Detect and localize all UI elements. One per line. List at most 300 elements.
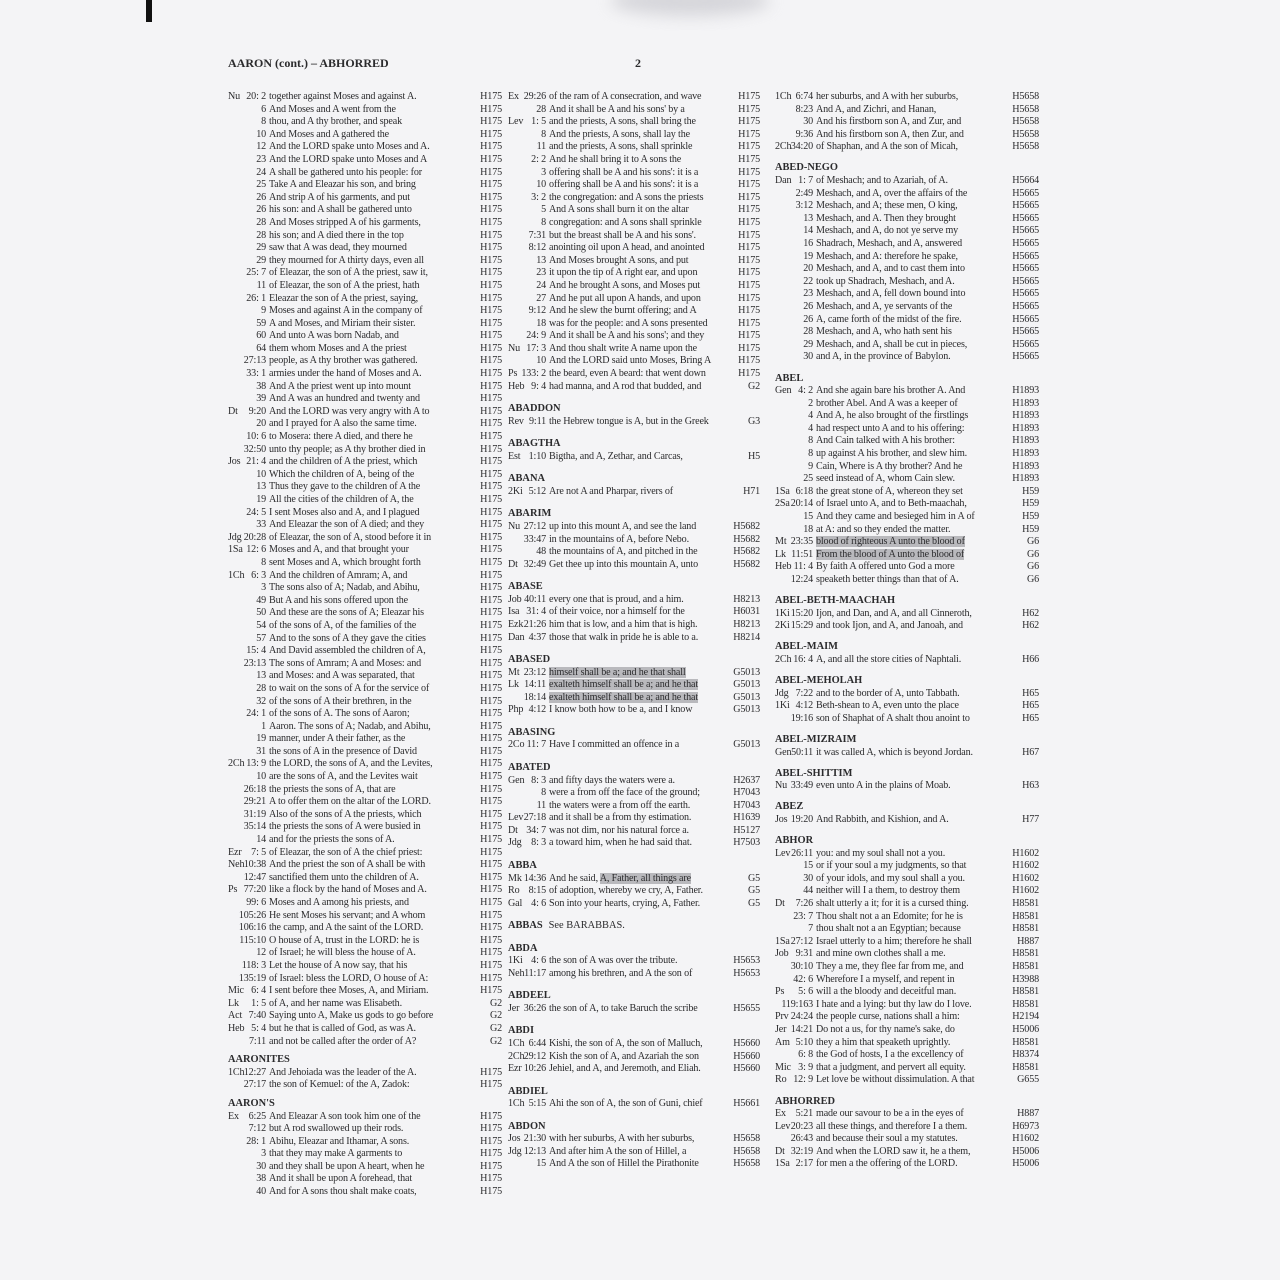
verse-reference: 3: 9	[798, 1061, 813, 1073]
entry-heading	[508, 438, 760, 451]
heading-word: ABADDON	[508, 403, 561, 415]
context-text	[816, 936, 1007, 949]
concordance-line	[228, 884, 502, 897]
strongs-number: H175	[480, 745, 502, 757]
entry-heading	[508, 727, 760, 740]
context-phrase: had respect unto A and to his offering:	[816, 422, 965, 434]
verse-reference: 32	[256, 695, 266, 707]
context-phrase: the son of A was over the tribute.	[549, 955, 678, 967]
concordance-line	[775, 486, 1039, 499]
strongs-number: H5658	[1012, 91, 1039, 102]
strongs-number: G655	[1017, 1074, 1039, 1086]
strongs-number: H175	[480, 821, 502, 833]
context-phrase: sent Moses and A, which brought forth	[269, 556, 421, 568]
strongs-number: H5658	[1012, 103, 1039, 115]
verse-reference: 8: 3	[531, 774, 546, 786]
context-text	[816, 141, 1007, 154]
strongs-number: H5665	[1012, 351, 1039, 363]
strongs-number: H175	[480, 834, 502, 846]
strongs-number: H59	[1022, 523, 1039, 535]
verse-reference: 48	[536, 546, 546, 558]
concordance-line	[228, 834, 502, 847]
context-phrase: And A, and Zichri, and Hanan,	[816, 103, 937, 115]
verse-reference: 5: 4	[251, 1022, 266, 1034]
verse-reference: 31:19	[243, 808, 266, 820]
context-text	[549, 381, 728, 394]
context-phrase: Son into your hearts, crying, A, Father.	[549, 897, 700, 909]
context-text	[549, 255, 728, 268]
entry-heading	[508, 508, 760, 521]
context-text	[269, 582, 470, 595]
verse-reference: 18	[536, 317, 546, 329]
strongs-number: H8581	[1012, 898, 1039, 910]
book-abbreviation: Jer	[775, 1024, 787, 1036]
context-text	[816, 498, 1007, 511]
context-phrase: I sent before thee Moses, A, and Miriam.	[269, 985, 429, 997]
strongs-number: H5665	[1012, 187, 1039, 199]
context-text	[816, 314, 1007, 327]
context-text	[549, 739, 728, 752]
entry-spacer	[775, 759, 1039, 768]
concordance-line	[508, 343, 760, 356]
verse-reference: 11:17	[524, 967, 546, 979]
concordance-line	[228, 217, 502, 230]
strongs-number: H5665	[1012, 200, 1039, 212]
concordance-line	[508, 416, 760, 429]
context-text	[269, 834, 470, 847]
strongs-number: H175	[480, 544, 502, 556]
context-phrase: the priests the sons of A were busied in	[269, 821, 421, 833]
context-text	[549, 330, 728, 343]
context-phrase: was not dim, nor his natural force a.	[549, 824, 689, 836]
concordance-line	[228, 393, 502, 406]
context-phrase: And Moses and A went from the	[269, 103, 396, 115]
verse-reference: 39	[256, 393, 266, 405]
strongs-number: H175	[480, 884, 502, 896]
strongs-number: H175	[480, 431, 502, 443]
verse-reference: 44	[803, 885, 813, 897]
context-phrase: that they may make A garments to	[269, 1148, 403, 1160]
context-text	[549, 318, 728, 331]
context-text	[269, 947, 470, 960]
context-text	[816, 251, 1007, 264]
strongs-number: H5665	[1012, 238, 1039, 250]
context-text	[269, 1023, 470, 1036]
context-phrase: And for A sons thou shalt make coats,	[269, 1186, 417, 1198]
verse-reference: 42: 6	[793, 973, 813, 985]
strongs-number: H175	[480, 934, 502, 946]
book-abbreviation: Isa	[508, 606, 520, 618]
book-abbreviation: 2Co	[508, 739, 525, 751]
verse-reference: 33: 1	[246, 368, 266, 380]
context-text	[816, 654, 1007, 667]
entry-heading	[508, 654, 760, 667]
strongs-number: H175	[738, 191, 760, 203]
entry-spacer	[775, 827, 1039, 836]
verse-reference: 99: 6	[246, 897, 266, 908]
heading-word: ABBA	[508, 859, 537, 871]
context-text	[269, 104, 470, 117]
context-phrase: Abihu, Eleazar and Ithamar, A sons.	[269, 1135, 410, 1147]
strongs-number: H65	[1022, 687, 1039, 699]
verse-reference: 11:51	[791, 548, 813, 560]
concordance-line	[775, 339, 1039, 352]
context-text	[816, 435, 1007, 448]
context-phrase: I sent Moses also and A, and I plagued	[269, 506, 420, 518]
scan-smudge	[610, 0, 770, 16]
strongs-number: H175	[480, 594, 502, 606]
entry-spacer	[775, 154, 1039, 163]
context-text	[269, 859, 470, 872]
context-phrase: a toward him, when he had said that.	[549, 837, 692, 849]
concordance-line	[228, 809, 502, 822]
entry-heading	[508, 920, 760, 933]
concordance-line	[508, 192, 760, 205]
concordance-line	[508, 1098, 760, 1111]
verse-reference: 7:11	[249, 1035, 266, 1047]
concordance-line	[775, 713, 1039, 726]
verse-reference: 8:23	[795, 103, 813, 115]
verse-reference: 2	[808, 397, 813, 409]
verse-reference: 12	[256, 141, 266, 153]
context-text	[816, 1074, 1007, 1087]
strongs-number: G6	[1026, 574, 1039, 585]
concordance-line	[228, 607, 502, 620]
verse-reference: 2:17	[795, 1158, 813, 1170]
context-text	[269, 481, 470, 494]
concordance-line	[775, 1158, 1039, 1171]
context-phrase: And these are the sons of A; Eleazar his	[269, 607, 424, 619]
verse-reference: 1:10	[528, 450, 546, 462]
book-abbreviation: Mic	[775, 1061, 791, 1073]
book-abbreviation: Jdg	[508, 1145, 522, 1157]
heading-word: ABDI	[508, 1025, 534, 1037]
concordance-line	[228, 293, 502, 306]
concordance-line	[228, 1148, 502, 1161]
verse-reference: 29	[256, 242, 266, 254]
concordance-line	[775, 1074, 1039, 1087]
verse-reference: 3	[541, 166, 546, 178]
verse-reference: 24: 5	[246, 506, 266, 518]
entry-heading	[508, 1086, 760, 1099]
running-head: AARON (cont.) – ABHORRED	[228, 56, 389, 70]
strongs-number: H5661	[733, 1098, 760, 1110]
verse-reference: 6:18	[795, 485, 813, 497]
context-text	[269, 658, 470, 671]
context-phrase: him that is low, and a him that is high.	[549, 618, 698, 630]
strongs-number: H175	[480, 342, 502, 354]
strongs-number: H71	[743, 485, 760, 497]
concordance-line	[508, 812, 760, 825]
verse-reference: 22	[803, 275, 813, 287]
verse-reference: 13	[256, 670, 266, 682]
context-text	[269, 607, 470, 620]
entry-spacer	[775, 793, 1039, 802]
heading-word: ABASED	[508, 654, 551, 665]
book-abbreviation: Job	[508, 593, 522, 605]
concordance-line	[775, 213, 1039, 226]
strongs-number: H8213	[733, 593, 760, 605]
verse-reference: 9:12	[528, 305, 546, 317]
concordance-line	[508, 255, 760, 268]
strongs-number: H1893	[1012, 410, 1039, 422]
concordance-line	[775, 288, 1039, 301]
concordance-line	[775, 1062, 1039, 1075]
context-text	[269, 570, 470, 583]
concordance-line	[228, 267, 502, 280]
verse-reference: 23: 7	[793, 910, 813, 922]
strongs-number: H175	[480, 695, 502, 707]
verse-reference: 8	[541, 216, 546, 228]
context-phrase: of the sons of A. The sons of Aaron;	[269, 708, 410, 720]
verse-reference: 10:26	[523, 1063, 546, 1075]
book-abbreviation: 1Ch	[228, 1066, 245, 1078]
context-phrase: And Moses stripped A of his garments,	[269, 216, 421, 228]
strongs-number: H59	[1022, 511, 1039, 523]
entry-heading	[775, 641, 1039, 654]
concordance-line	[508, 280, 760, 293]
context-text	[549, 825, 728, 838]
strongs-number: H175	[480, 166, 502, 178]
context-text	[816, 700, 1007, 713]
verse-reference: 13	[256, 481, 266, 493]
verse-reference: 26	[803, 301, 813, 313]
strongs-number: G5013	[733, 739, 760, 751]
concordance-line	[228, 242, 502, 255]
verse-reference: 5: 6	[798, 986, 813, 998]
entry-spacer	[508, 933, 760, 943]
verse-reference: 11	[536, 141, 546, 153]
verse-reference: 28	[803, 326, 813, 338]
context-text	[269, 696, 470, 709]
book-abbreviation: 1Ch	[775, 91, 792, 102]
concordance-line	[228, 330, 502, 343]
concordance-line	[508, 534, 760, 547]
entry-spacer	[775, 364, 1039, 373]
strongs-number: H5682	[733, 558, 760, 570]
verse-reference: 25: 7	[246, 267, 266, 279]
context-text	[269, 267, 470, 280]
verse-reference: 1: 5	[531, 116, 546, 128]
concordance-line	[228, 771, 502, 784]
context-phrase: Meshach, and A, who hath sent his	[816, 326, 952, 338]
strongs-number: H175	[480, 607, 502, 619]
context-text	[549, 129, 728, 142]
concordance-line	[775, 1049, 1039, 1062]
book-abbreviation: 1Ki	[775, 700, 790, 712]
context-phrase: speaketh better things than that of A.	[816, 574, 959, 585]
context-phrase: that a judgment, and pervert all equity.	[816, 1061, 966, 1073]
strongs-number: H175	[480, 645, 502, 657]
verse-reference: 10	[536, 179, 546, 191]
context-phrase: his son; and A died there in the top	[269, 229, 404, 241]
concordance-line	[775, 410, 1039, 423]
concordance-line	[775, 561, 1039, 574]
concordance-line	[228, 1079, 502, 1092]
context-text	[269, 355, 470, 368]
book-abbreviation: Jos	[775, 814, 788, 825]
verse-reference: 8:15	[528, 885, 546, 897]
context-text	[549, 1003, 728, 1016]
strongs-number: H175	[480, 720, 502, 732]
concordance-line	[508, 330, 760, 343]
strongs-number: H175	[480, 846, 502, 858]
context-text	[269, 293, 470, 306]
verse-reference: 15	[803, 511, 813, 523]
context-phrase: By faith A offered unto God a more	[816, 561, 955, 573]
context-phrase: And his firstborn son A, then Zur, and	[816, 128, 964, 140]
concordance-line	[508, 91, 760, 104]
context-phrase: The sons also of A; Nadab, and Abihu,	[269, 582, 420, 594]
context-text	[269, 960, 470, 973]
context-phrase: A shall be gathered unto his people: for	[269, 166, 422, 178]
book-abbreviation: Ezk	[508, 618, 524, 630]
context-phrase: A, came forth of the midst of the fire.	[816, 313, 962, 325]
concordance-line	[775, 1037, 1039, 1050]
book-abbreviation: Ro	[508, 885, 520, 897]
context-phrase: of your idols, and my soul shall a you.	[816, 872, 965, 884]
verse-reference: 29:21	[243, 796, 266, 808]
concordance-line	[228, 922, 502, 935]
strongs-number: H175	[480, 1123, 502, 1135]
context-phrase: And Eleazar A son took him one of the	[269, 1110, 421, 1122]
verse-reference: 118: 3	[241, 959, 266, 971]
verse-reference: 2: 2	[531, 153, 546, 165]
strongs-number: G2	[489, 1035, 502, 1047]
context-text	[549, 787, 728, 800]
context-phrase: And he slew the burnt offering; and A	[549, 305, 697, 317]
context-phrase: the people curse, nations shall a him:	[816, 1011, 960, 1023]
strongs-number: H5127	[733, 824, 760, 836]
verse-reference: 18:14	[523, 691, 546, 703]
context-phrase: Cain, Where is A thy brother? And he	[816, 460, 963, 472]
context-phrase: And Jehoiada was the leader of the A.	[269, 1066, 417, 1078]
verse-reference: 4:37	[528, 631, 546, 643]
verse-reference: 10	[256, 771, 266, 783]
concordance-line	[508, 825, 760, 838]
context-text	[269, 242, 470, 255]
strongs-number: H175	[480, 796, 502, 808]
context-text	[549, 141, 728, 154]
context-phrase: the congregation: and A sons the priests	[549, 191, 704, 203]
concordance-line	[508, 129, 760, 142]
context-phrase: the mountains of A, and pitched in the	[549, 546, 698, 558]
strongs-number: H8214	[733, 631, 760, 643]
book-abbreviation: Jdg	[228, 531, 242, 543]
concordance-line	[228, 847, 502, 860]
strongs-number: H175	[738, 305, 760, 317]
concordance-line	[775, 860, 1039, 873]
context-text	[816, 688, 1007, 701]
context-phrase: took up Shadrach, Meshach, and A.	[816, 275, 955, 287]
strongs-number: H175	[480, 871, 502, 883]
strongs-number: H5665	[1012, 275, 1039, 287]
context-phrase: Moses and against A in the company of	[269, 305, 423, 317]
context-text	[269, 746, 470, 759]
concordance-line	[508, 873, 760, 886]
concordance-line	[228, 1173, 502, 1186]
concordance-line	[228, 1010, 502, 1023]
context-text	[549, 217, 728, 230]
strongs-number: G5013	[733, 691, 760, 703]
book-abbreviation: Heb	[508, 380, 525, 392]
context-text	[549, 898, 728, 911]
verse-reference: 9:11	[529, 415, 546, 427]
concordance-line	[775, 238, 1039, 251]
context-phrase: Kishi, the son of A, the son of Malluch,	[549, 1037, 703, 1049]
strongs-number: H5653	[733, 967, 760, 979]
concordance-line	[508, 739, 760, 752]
book-abbreviation: Dt	[775, 898, 785, 910]
verse-reference: 4: 6	[531, 955, 546, 967]
verse-reference: 57	[256, 632, 266, 644]
concordance-line	[228, 355, 502, 368]
verse-reference: 19	[256, 733, 266, 745]
verse-reference: 10	[256, 128, 266, 140]
heading-word: ABEL	[775, 372, 804, 384]
concordance-line	[775, 498, 1039, 511]
context-text	[549, 242, 728, 255]
concordance-line	[228, 947, 502, 960]
verse-reference: 60	[256, 330, 266, 342]
strongs-number: G2	[489, 1022, 502, 1034]
book-abbreviation: Lev	[775, 1120, 791, 1132]
context-text	[549, 521, 728, 534]
concordance-line	[775, 141, 1039, 154]
book-abbreviation: 2Ki	[508, 485, 523, 497]
verse-reference: 20	[256, 418, 266, 430]
strongs-number: H175	[480, 494, 502, 505]
context-phrase: And the priests, A sons, shall lay the	[549, 128, 690, 140]
context-text	[269, 796, 470, 809]
strongs-number: G6	[1026, 561, 1039, 573]
verse-reference: 3	[261, 1148, 266, 1160]
context-phrase: the camp, and A the saint of the LORD.	[269, 922, 424, 934]
context-phrase: of their voice, nor a himself for the	[549, 606, 685, 618]
context-text	[816, 948, 1007, 961]
verse-reference: 26:43	[790, 1133, 813, 1145]
entry-heading	[508, 762, 760, 775]
context-text	[816, 1108, 1007, 1121]
strongs-number: H8374	[1012, 1049, 1039, 1061]
context-text	[816, 780, 1007, 793]
strongs-number: H175	[480, 405, 502, 417]
context-text	[816, 200, 1007, 213]
concordance-line	[228, 872, 502, 885]
heading-word: ABEL-MEHOLAH	[775, 675, 863, 687]
context-text	[269, 519, 470, 532]
context-phrase: Saying unto A, Make us gods to go before	[269, 1010, 434, 1022]
context-phrase: with her suburbs, A with her suburbs,	[549, 1133, 695, 1145]
verse-reference: 8	[261, 116, 266, 128]
strongs-number: H1602	[1012, 1133, 1039, 1145]
concordance-line	[775, 116, 1039, 129]
strongs-number: H67	[1022, 746, 1039, 758]
verse-reference: 7:22	[795, 687, 813, 699]
verse-reference: 19:16	[790, 712, 813, 724]
verse-reference: 15: 4	[246, 645, 266, 657]
context-text	[269, 116, 470, 129]
verse-reference: 23:13	[243, 657, 266, 669]
context-text	[269, 305, 470, 318]
context-phrase: Moses and A among his priests, and	[269, 897, 409, 908]
strongs-number: H5653	[733, 955, 760, 967]
verse-reference: 30	[803, 351, 813, 363]
entry-heading	[775, 1096, 1039, 1109]
context-phrase: shalt utterly a it; for it is a cursed thing.	[816, 898, 969, 910]
verse-reference: 18	[803, 523, 813, 535]
concordance-line	[775, 511, 1039, 524]
